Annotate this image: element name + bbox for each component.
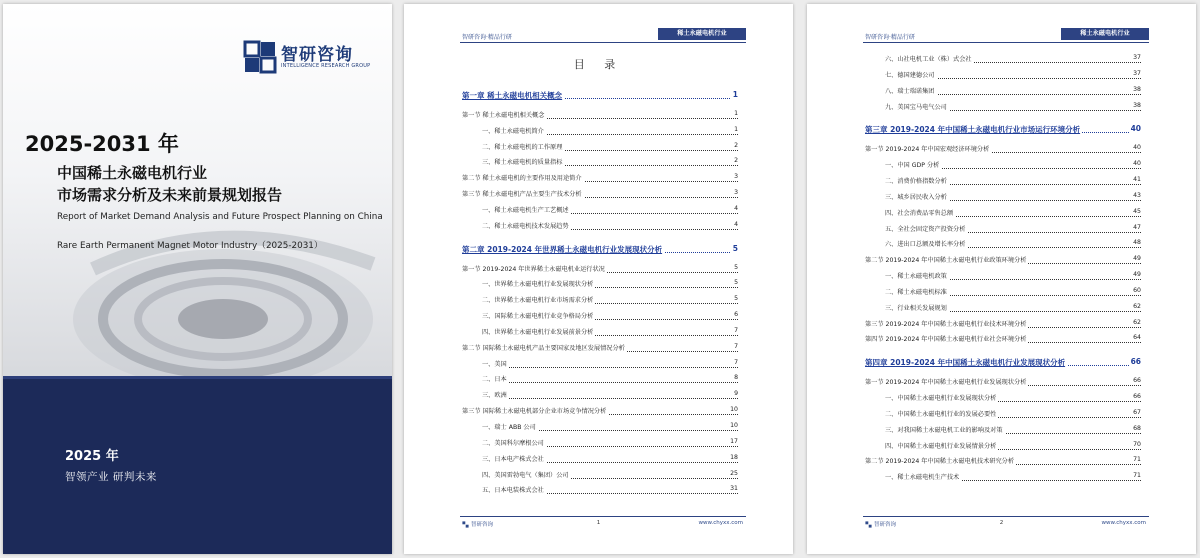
cover-english-title-line1: Report of Market Demand Analysis and Future Prospect Planning on China: [57, 212, 383, 222]
toc-entry-page: 70: [1133, 440, 1141, 448]
toc-section-entry[interactable]: [462, 406, 738, 418]
footer-brand-text: 智研咨询: [471, 522, 494, 528]
toc-entry-text: 一、稀土永磁电机生产工艺概述: [482, 206, 569, 214]
toc-entry-page: 4: [734, 220, 738, 228]
toc-entry-page: 31: [730, 485, 738, 493]
toc-entry-text: 四、美国雷勃电气（集团）公司: [482, 471, 569, 479]
cover-english-title-line2: Rare Earth Permanent Magnet Motor Industry（2025-2031）: [57, 241, 323, 251]
toc-entry-text: 六、山社电机工业（株）式会社: [885, 56, 972, 63]
toc-subsection-entry[interactable]: [885, 393, 1141, 405]
toc-entry-text: 一、稀土永磁电机简介: [482, 127, 544, 135]
toc-chapter-entry[interactable]: [462, 90, 738, 102]
toc-entry-text: 第二节 国际稀土永磁电机产品主要国家及地区发展情况分析: [462, 344, 625, 352]
toc-entry-page: 48: [1133, 239, 1141, 247]
page-header-tag: 稀土永磁电机行业: [658, 28, 746, 40]
toc-entry-text: 二、消费价格指数分析: [885, 177, 947, 185]
toc-entry-page: 68: [1133, 424, 1141, 432]
toc-entry-text: 第二节 2019-2024 年中国稀土永磁电机技术研究分析: [865, 458, 1015, 466]
toc-entry-text: 四、中国稀土永磁电机行业发展情景分析: [885, 442, 997, 450]
toc-entry-page: 66: [1130, 357, 1141, 367]
toc-entry-page: 5: [734, 263, 738, 271]
toc-entry-page: 1: [732, 90, 738, 99]
toc-entry-page: 5: [732, 243, 738, 253]
toc-entry-page: 6: [734, 311, 738, 319]
dot-leader: [482, 398, 738, 399]
toc-page-1: [404, 4, 793, 554]
toc-entry-text: 二、中国稀土永磁电机行业的发展必要性: [885, 410, 997, 418]
toc-entry-text: 一、稀土永磁电机政策: [885, 273, 947, 281]
toc-subsection-entry[interactable]: [885, 102, 1141, 114]
toc-subsection-entry[interactable]: [482, 327, 738, 339]
toc-section-entry[interactable]: [462, 189, 738, 201]
toc-entry-page: 45: [1133, 207, 1141, 215]
toc-entry-page: 40: [1133, 160, 1141, 168]
toc-entry-text: 三、欧洲: [482, 392, 507, 400]
toc-section-entry[interactable]: [865, 456, 1141, 468]
toc-entry-text: 二、稀土永磁电机标准: [885, 288, 947, 296]
toc-chapter-entry[interactable]: [865, 357, 1141, 369]
toc-subsection-entry[interactable]: [482, 438, 738, 450]
toc-entry-page: 71: [1133, 472, 1141, 480]
toc-entry-page: 60: [1133, 286, 1141, 294]
toc-entry-page: 66: [1133, 393, 1141, 400]
toc-subsection-entry[interactable]: [885, 303, 1141, 315]
toc-entry-text: 五、全社会固定资产投资分析: [885, 225, 966, 233]
toc-entry-page: 49: [1133, 271, 1141, 279]
toc-entry-text: 六、进出口总额及增长率分析: [885, 241, 966, 249]
brand-subtitle: INTELLIGENCE RESEARCH GROUP: [281, 63, 371, 69]
toc-entry-text: 四、社会消费品零售总额: [885, 209, 954, 217]
toc-entry-page: 3: [734, 173, 738, 181]
footer-brand-text: 智研咨询: [874, 522, 897, 528]
toc-entry-text: 二、日本: [482, 376, 507, 384]
toc-subsection-entry[interactable]: [885, 54, 1141, 66]
toc-entry-text: 第三节 2019-2024 年中国稀土永磁电机行业技术环境分析: [865, 320, 1027, 328]
toc-subsection-entry[interactable]: [482, 126, 738, 138]
toc-entry-text: 一、世界稀土永磁电机行业发展现状分析: [482, 281, 594, 289]
toc-entry-page: 10: [730, 406, 738, 414]
toc-subsection-entry[interactable]: [482, 295, 738, 307]
toc-subsection-entry[interactable]: [482, 279, 738, 291]
footer-url[interactable]: www.chyxx.com: [698, 520, 743, 526]
toc-entry-text: 三、行业相关发展规划: [885, 304, 947, 312]
toc-entry-text: 第四节 2019-2024 年中国稀土永磁电机行业社会环境分析: [865, 336, 1027, 344]
toc-entry-text: 三、城乡居民收入分析: [885, 193, 947, 201]
toc-entry-page: 4: [734, 204, 738, 212]
toc-entry-page: 62: [1133, 318, 1141, 326]
dot-leader: [482, 382, 738, 383]
toc-subsection-entry[interactable]: [885, 472, 1141, 484]
toc-entry-page: 7: [734, 326, 738, 334]
toc-subsection-entry[interactable]: [885, 425, 1141, 437]
toc-entry-page: 5: [734, 295, 738, 303]
toc-entry-text: 二、美国科尔摩根公司: [482, 439, 544, 447]
toc-entry-page: 7: [734, 358, 738, 366]
toc-subsection-entry[interactable]: [885, 287, 1141, 299]
toc-entry-page: 37: [1133, 69, 1141, 77]
toc-entry-text: 二、世界稀土永磁电机行业市场需求分析: [482, 297, 594, 305]
cover-title-line2: 市场需求分析及未来前景规划报告: [57, 186, 283, 204]
toc-entry-text: 第一节 稀土永磁电机相关概念: [462, 111, 545, 119]
toc-section-entry[interactable]: [865, 144, 1141, 156]
toc-subsection-entry[interactable]: [482, 422, 738, 434]
toc-entry-text: 三、国际稀土永磁电机行业竞争格局分析: [482, 313, 594, 321]
toc-subsection-entry[interactable]: [885, 70, 1141, 82]
toc-entry-page: 18: [730, 453, 738, 461]
toc-subsection-entry[interactable]: [482, 311, 738, 323]
toc-subsection-entry[interactable]: [885, 271, 1141, 283]
toc-subsection-entry[interactable]: [885, 176, 1141, 188]
toc-subsection-entry[interactable]: [885, 208, 1141, 220]
toc-entry-text: 第三节 国际稀土永磁电机部分企业市场竞争情况分析: [462, 408, 607, 416]
toc-entry-page: 71: [1133, 456, 1141, 464]
toc-subsection-entry[interactable]: [482, 359, 738, 371]
toc-entry-text: 第三节 稀土永磁电机产品主要生产技术分析: [462, 191, 582, 199]
toc-entries: [404, 4, 793, 554]
toc-entry-text: 第一节 2019-2024 年中国稀土永磁电机行业发展现状分析: [865, 379, 1027, 387]
toc-entry-page: 41: [1133, 175, 1141, 183]
toc-entry-page: 38: [1133, 101, 1141, 109]
footer-divider: [863, 516, 1149, 517]
toc-entry-text: 一、中国稀土永磁电机行业发展现状分析: [885, 395, 997, 402]
toc-section-entry[interactable]: [865, 377, 1141, 389]
toc-entry-text: 第一节 2019-2024 年中国宏观经济环境分析: [865, 146, 990, 154]
toc-entry-text: 第二节 稀土永磁电机的主要作用及用途简介: [462, 175, 582, 183]
toc-entry-text: 二、稀土永磁电机的工作原理: [482, 143, 563, 151]
toc-entry-page: 2: [734, 141, 738, 149]
toc-subsection-entry[interactable]: [885, 160, 1141, 172]
toc-section-entry[interactable]: [462, 264, 738, 276]
toc-entry-page: 40: [1133, 144, 1141, 152]
cover-title-line1: 中国稀土永磁电机行业: [57, 164, 208, 182]
brand-mark-icon: [243, 40, 277, 74]
toc-entry-page: 1: [734, 125, 738, 133]
toc-entry-page: 64: [1133, 334, 1141, 342]
toc-entry-page: 43: [1133, 191, 1141, 199]
toc-entry-page: 67: [1133, 408, 1141, 416]
brand-name: 智研咨询: [281, 45, 353, 65]
toc-entry-text: 二、稀土永磁电机技术发展趋势: [482, 222, 569, 230]
page-header-brand: 智研咨询·精品行研: [462, 34, 512, 41]
page-header-brand: 智研咨询·精品行研: [865, 34, 915, 41]
toc-subsection-entry[interactable]: [482, 157, 738, 169]
toc-section-entry[interactable]: [865, 334, 1141, 346]
brand-logo: [243, 40, 373, 80]
toc-entry-text: 一、稀土永磁电机生产技术: [885, 474, 960, 482]
toc-entry-page: 49: [1133, 255, 1141, 263]
page-number: 2: [999, 520, 1004, 526]
toc-entry-page: 2: [734, 157, 738, 165]
toc-entry-page: 1: [734, 109, 738, 117]
toc-section-entry[interactable]: [462, 110, 738, 122]
toc-subsection-entry[interactable]: [885, 192, 1141, 204]
toc-entry-text: 三、日本电产株式会社: [482, 455, 544, 463]
toc-subsection-entry[interactable]: [885, 239, 1141, 251]
toc-subsection-entry[interactable]: [482, 142, 738, 154]
toc-subsection-entry[interactable]: [482, 390, 738, 402]
cover-year-range: 2025-2031 年: [25, 132, 179, 156]
toc-entry-page: 3: [734, 189, 738, 197]
toc-entry-text: 第三章 2019-2024 年中国稀土永磁电机行业市场运行环境分析: [865, 125, 1081, 135]
toc-entry-page: 38: [1133, 85, 1141, 93]
page-number: 1: [596, 520, 601, 526]
toc-entry-text: 第四章 2019-2024 年中国稀土永磁电机行业发展现状分析: [865, 358, 1066, 368]
toc-entry-text: 一、中国 GDP 分析: [885, 162, 940, 170]
toc-section-entry[interactable]: [462, 173, 738, 185]
toc-entry-page: 25: [730, 469, 738, 477]
footer-divider: [460, 516, 746, 517]
toc-section-entry[interactable]: [865, 255, 1141, 267]
toc-entry-page: 10: [730, 422, 738, 429]
page-header-tag: 稀土永磁电机行业: [1061, 28, 1149, 40]
dot-leader: [482, 367, 738, 368]
toc-entry-text: 第二章 2019-2024 年世界稀土永磁电机行业发展现状分析: [462, 244, 663, 254]
toc-subsection-entry[interactable]: [482, 454, 738, 466]
toc-chapter-entry[interactable]: [865, 124, 1141, 136]
toc-subsection-entry[interactable]: [885, 224, 1141, 236]
cover-page: [3, 4, 392, 554]
toc-entry-text: 三、对我国稀土永磁电机工业的影响及对策: [885, 426, 1003, 434]
toc-entry-text: 第一章 稀土永磁电机相关概念: [462, 91, 563, 100]
toc-subsection-entry[interactable]: [885, 409, 1141, 421]
toc-entry-text: 一、瑞士 ABB 公司: [482, 424, 536, 431]
toc-subsection-entry[interactable]: [482, 470, 738, 482]
toc-entries: [807, 4, 1196, 554]
toc-entry-page: 7: [734, 342, 738, 350]
toc-entry-text: 三、稀土永磁电机的质量指标: [482, 159, 563, 167]
toc-entry-text: 第二节 2019-2024 年中国稀土永磁电机行业政策环境分析: [865, 257, 1027, 265]
toc-entry-page: 17: [730, 437, 738, 445]
cover-slogan: 智领产业 研判未来: [65, 471, 157, 483]
toc-page-2: [807, 4, 1196, 554]
toc-entry-page: 37: [1133, 54, 1141, 61]
toc-entry-text: 四、世界稀土永磁电机行业发展前景分析: [482, 328, 594, 336]
toc-entry-text: 五、日本电装株式会社: [482, 487, 544, 495]
toc-entry-page: 62: [1133, 302, 1141, 310]
toc-entry-text: 八、瑞士瑞诺集团: [885, 87, 935, 95]
toc-title: 目 录: [573, 58, 624, 71]
toc-section-entry[interactable]: [865, 319, 1141, 331]
toc-section-entry[interactable]: [462, 343, 738, 355]
toc-entry-text: 七、德国建德公司: [885, 71, 935, 79]
toc-entry-text: 九、美国宝马电气公司: [885, 103, 947, 111]
footer-url[interactable]: www.chyxx.com: [1101, 520, 1146, 526]
toc-entry-page: 9: [734, 390, 738, 398]
cover-bottom-band: [3, 379, 392, 554]
toc-entry-page: 40: [1130, 124, 1141, 134]
toc-chapter-entry[interactable]: [462, 244, 738, 256]
toc-entry-text: 一、美国: [482, 360, 507, 368]
toc-subsection-entry[interactable]: [885, 441, 1141, 453]
toc-entry-page: 5: [734, 279, 738, 287]
toc-subsection-entry[interactable]: [482, 374, 738, 386]
cover-bottom-year: 2025 年: [65, 449, 119, 464]
toc-entry-page: 8: [734, 374, 738, 382]
toc-subsection-entry[interactable]: [482, 485, 738, 497]
toc-entry-text: 第一节 2019-2024 年世界稀土永磁电机业运行状况: [462, 265, 605, 273]
toc-entry-page: 66: [1133, 377, 1141, 385]
toc-entry-page: 47: [1133, 223, 1141, 231]
toc-subsection-entry[interactable]: [482, 205, 738, 217]
toc-subsection-entry[interactable]: [885, 86, 1141, 98]
motor-illustration: [73, 209, 392, 384]
toc-subsection-entry[interactable]: [482, 221, 738, 233]
